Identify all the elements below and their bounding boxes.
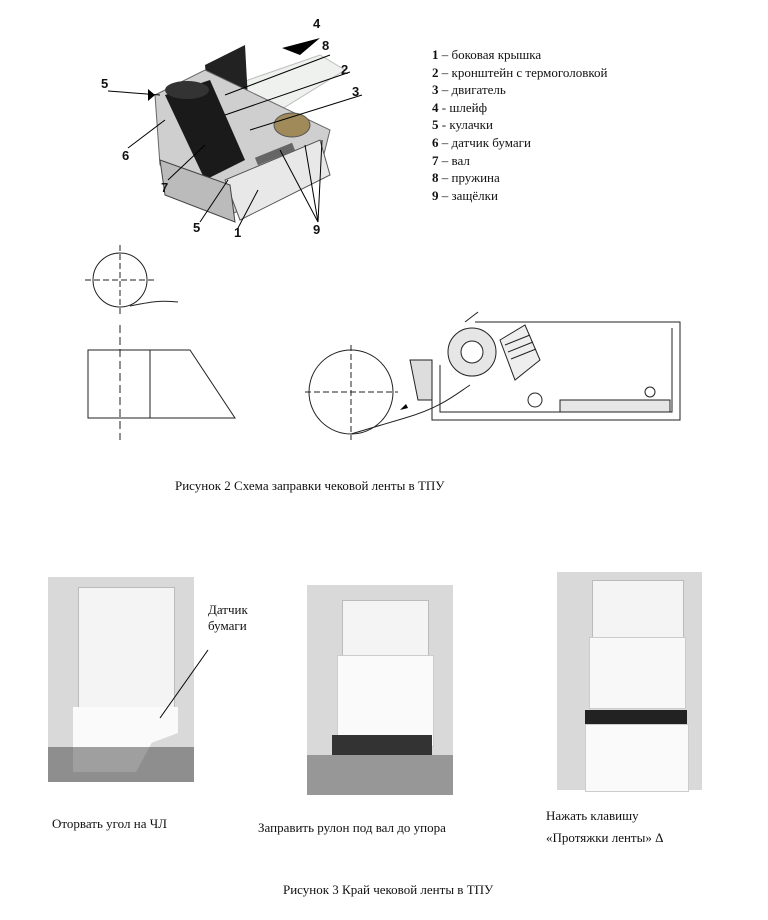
callout-5-top: 5	[101, 76, 109, 91]
callout-7: 7	[161, 180, 169, 195]
photo-caption-3: Нажать клавишу «Протяжки ленты» Δ	[546, 808, 664, 845]
photo-caption-2: Заправить рулон под вал до упора	[258, 820, 446, 835]
legend-item: 1 – боковая крышка	[432, 47, 542, 62]
figure-3-caption: Рисунок 3 Край чековой ленты в ТПУ	[283, 882, 494, 897]
callout-8: 8	[322, 38, 330, 53]
legend-item: 3 – двигатель	[432, 82, 506, 98]
callout-2: 2	[341, 62, 349, 77]
figure-2-caption: Рисунок 2 Схема заправки чековой ленты в ТПУ	[175, 478, 445, 493]
sensor-label: Датчик бумаги	[208, 602, 248, 633]
legend-item: 8 – пружина	[432, 170, 500, 186]
callout-9: 9	[313, 222, 321, 237]
callout-5-bottom: 5	[193, 220, 201, 235]
callout-1: 1	[234, 225, 242, 240]
legend-item: 9 – защёлки	[432, 187, 498, 203]
photo-feed-key	[557, 572, 702, 790]
photo-caption-1: Оторвать угол на ЧЛ	[52, 816, 167, 831]
legend-item: 5 - кулачки	[432, 117, 493, 133]
callout-6: 6	[122, 148, 130, 163]
legend-item: 6 – датчик бумаги	[432, 134, 531, 150]
callout-4: 4	[313, 16, 321, 31]
photo-load-roll	[307, 585, 453, 795]
legend-item: 2 – кронштейн с термоголовкой	[432, 64, 608, 80]
legend-item: 4 - шлейф	[432, 99, 487, 115]
legend-item: 7 – вал	[432, 152, 470, 168]
callout-3: 3	[352, 84, 360, 99]
